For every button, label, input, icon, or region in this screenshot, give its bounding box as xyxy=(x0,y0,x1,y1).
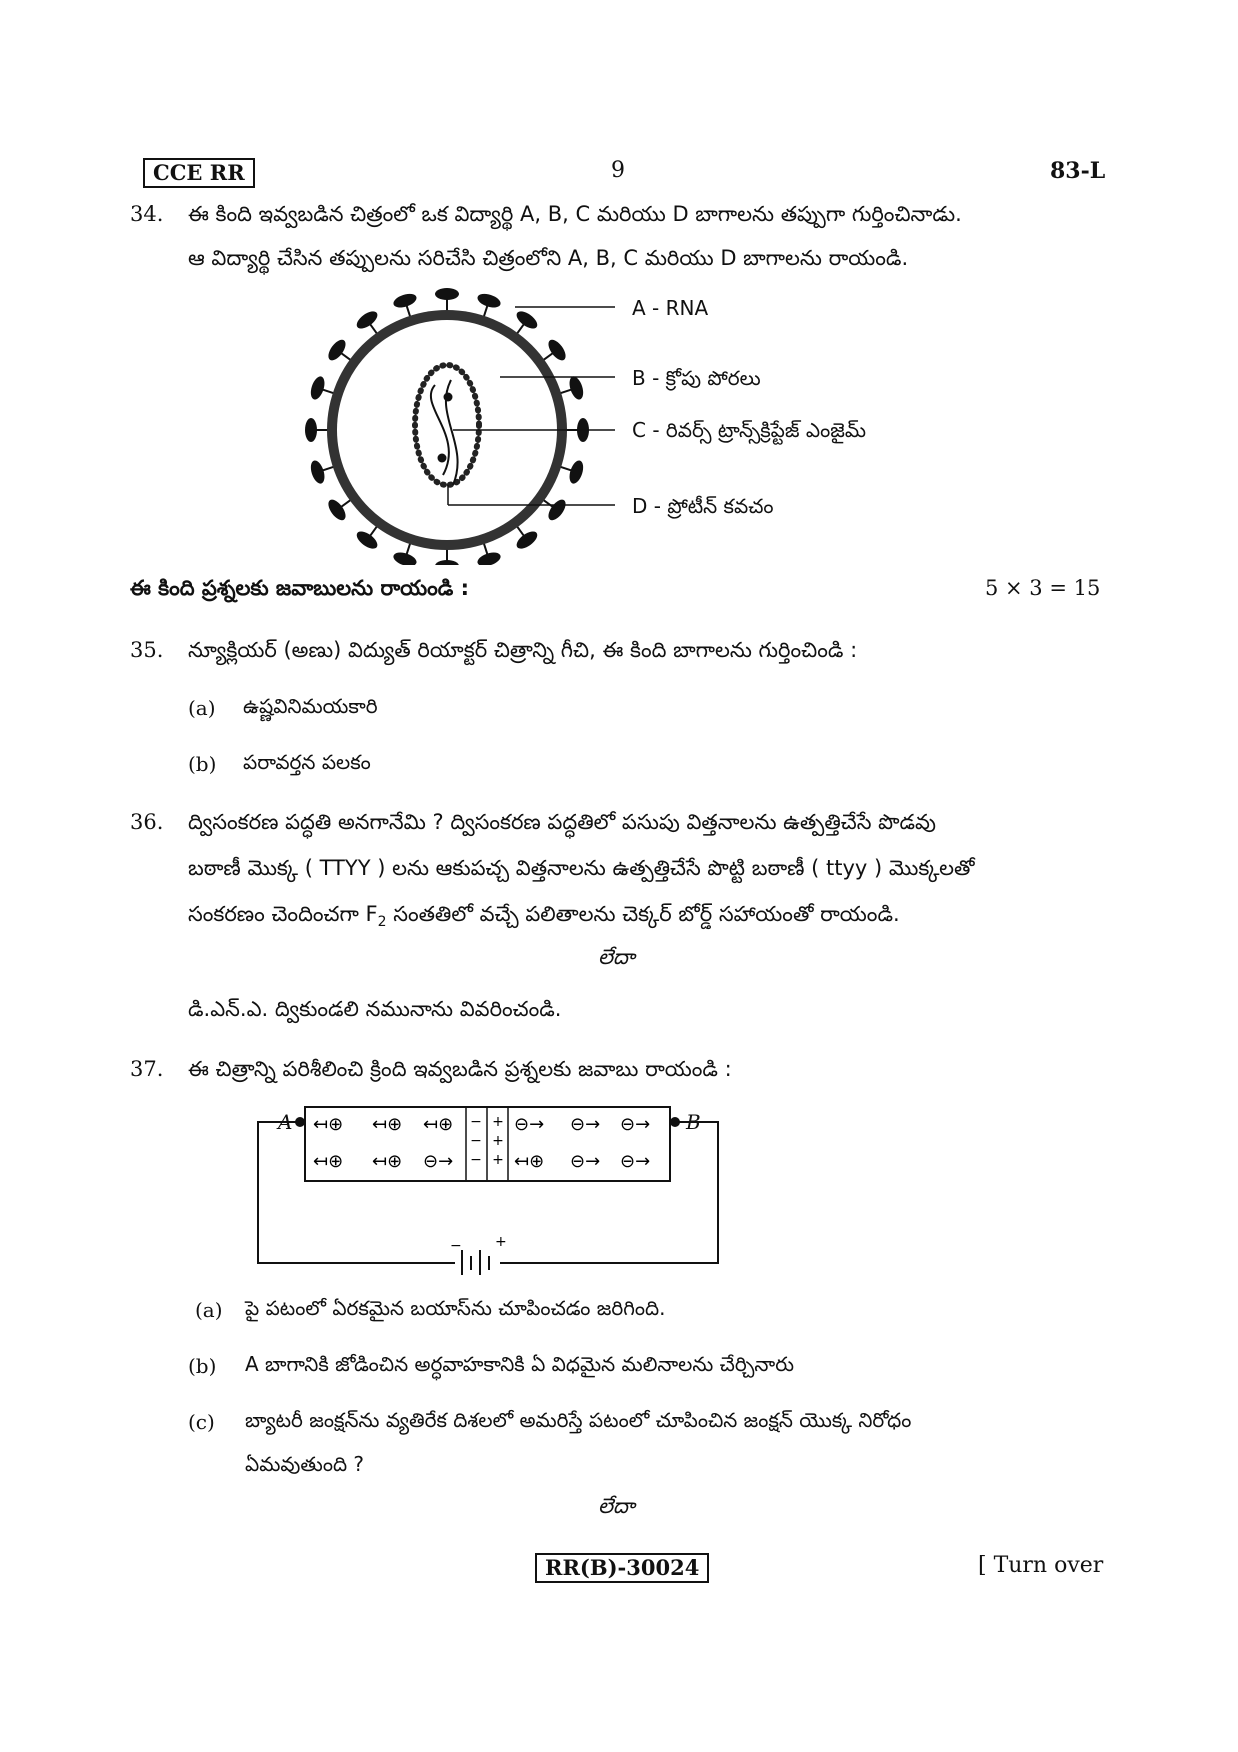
spike-stem xyxy=(369,323,377,334)
svg-text:↤⊕: ↤⊕ xyxy=(423,1114,454,1135)
spike-stem xyxy=(369,525,377,536)
label-b: B - క్రోపు పోరలు xyxy=(632,366,761,390)
wire-left xyxy=(258,1122,455,1263)
svg-text:↤⊕: ↤⊕ xyxy=(313,1151,344,1172)
q37-or: లేదా xyxy=(598,1494,635,1518)
q34-line1: ఈ కింది ఇవ్వబడిన చిత్రంలో ఒక విద్యార్థి A, B, C మరియు D బాగాలను తప్పుగా గుర్తించినాడు. xyxy=(188,202,962,226)
label-a: A - RNA xyxy=(632,296,709,320)
spike-head xyxy=(476,550,503,565)
svg-text:+: + xyxy=(492,1114,504,1130)
spike-head xyxy=(435,560,459,565)
svg-text:−: − xyxy=(470,1133,482,1149)
wire-right xyxy=(500,1122,718,1263)
spike-head xyxy=(354,528,380,552)
spike-head xyxy=(392,550,419,565)
q37-option-c-text2: ఏమవుతుంది ? xyxy=(245,1452,365,1476)
spike-stem xyxy=(516,525,524,536)
footer-code: RR(B)-30024 xyxy=(535,1553,709,1583)
p-region-carriers xyxy=(313,1114,453,1172)
enzyme-dot-1 xyxy=(444,393,453,402)
spike-head xyxy=(476,291,503,310)
spike-head xyxy=(354,308,380,332)
q37-option-c-text: బ్యాటరీ జంక్షన్‌ను వ్యతిరేక దిశలలో అమరిస్తే పటంలో చూపించిన జంక్షన్ యొక్క నిరోధం xyxy=(245,1408,912,1432)
spike-head xyxy=(325,337,349,363)
svg-text:−: − xyxy=(470,1114,482,1130)
section-instruction: ఈ కింది ప్రశ్నలకు జవాబులను రాయండి : xyxy=(130,576,470,600)
svg-text:⊖→: ⊖→ xyxy=(514,1114,545,1135)
q36-f2-subscript: 2 xyxy=(377,914,387,931)
q37-option-c-label: (c) xyxy=(188,1410,215,1434)
q37-number: 37. xyxy=(130,1057,164,1081)
pn-junction-circuit xyxy=(250,1100,730,1275)
q35-text: న్యూక్లియర్ (అణు) విద్యుత్ రియాక్టర్ చిత్రాన్ని గీచి, ఈ కింది బాగాలను గుర్తించిండి : xyxy=(188,638,858,662)
q37-option-b-text: A బాగానికి జోడించిన అర్ధవాహకానికి ఏ విధమైన మలినాలను చేర్చినారు xyxy=(245,1352,794,1376)
svg-text:↤⊕: ↤⊕ xyxy=(372,1114,403,1135)
paper-code-right: 83-L xyxy=(1050,158,1106,184)
q35-option-b-label: (b) xyxy=(188,752,217,776)
spike-stem xyxy=(542,499,553,507)
paper-code-left: CCE RR xyxy=(143,158,255,188)
q34-number: 34. xyxy=(130,202,164,226)
svg-text:+: + xyxy=(492,1133,504,1149)
n-region-carriers xyxy=(514,1114,650,1172)
turn-over: [ Turn over xyxy=(978,1553,1104,1578)
spike-head xyxy=(545,337,569,363)
spike-stem xyxy=(340,352,351,360)
q35-number: 35. xyxy=(130,638,164,662)
spike-stem xyxy=(340,499,351,507)
svg-text:−: − xyxy=(470,1152,482,1168)
terminal-b-label: B xyxy=(686,1110,701,1134)
q36-number: 36. xyxy=(130,810,164,834)
svg-text:↤⊕: ↤⊕ xyxy=(372,1151,403,1172)
q36-line3 xyxy=(188,892,900,944)
spike-head xyxy=(567,459,586,486)
spike-stem xyxy=(406,304,410,317)
spike-stem xyxy=(516,323,524,334)
page-number: 9 xyxy=(611,158,625,183)
q37-option-a-label: (a) xyxy=(195,1298,223,1322)
svg-text:⊖→: ⊖→ xyxy=(423,1151,454,1172)
q36-line2: బఠాణీ మొక్క ( TTYY ) లను ఆకుపచ్చ విత్తనాలను ఉత్పత్తిచేసే పొట్టి బఠాణీ ( ttyy ) మొక్కలతో xyxy=(188,856,975,880)
q35-option-a-text: ఉష్ణవినిమయకారి xyxy=(243,694,378,718)
q35-option-a-label: (a) xyxy=(188,696,216,720)
spike-stem xyxy=(321,389,334,393)
q37-option-a-text: పై పటంలో ఏరకమైన బయాస్‌ను చూపించడం జరిగింది. xyxy=(245,1296,666,1320)
q37-option-b-label: (b) xyxy=(188,1354,217,1378)
spike-stem xyxy=(483,542,487,555)
hiv-virus-diagram xyxy=(305,285,645,565)
spike-stem xyxy=(321,466,334,470)
battery-symbol xyxy=(462,1250,489,1275)
q36-line3-pre: సంకరణం చెందించగా F xyxy=(188,902,378,926)
q36-alternative: డి.ఎన్.ఎ. ద్వికుండలి నమునాను వివరించండి. xyxy=(188,997,562,1021)
spike-stem xyxy=(483,304,487,317)
svg-text:⊖→: ⊖→ xyxy=(620,1151,651,1172)
q34-line2: ఆ విద్యార్థి చేసిన తప్పులను సరిచేసి చిత్రంలోని A, B, C మరియు D బాగాలను రాయండి. xyxy=(188,246,909,270)
svg-text:↤⊕: ↤⊕ xyxy=(313,1114,344,1135)
q36-line3-post: సంతతిలో వచ్చే పలితాలను చెక్కర్ బోర్డ్ సహాయంతో రాయండి. xyxy=(386,902,900,926)
svg-text:⊖→: ⊖→ xyxy=(570,1114,601,1135)
spike-head xyxy=(392,291,419,310)
spike-head xyxy=(567,375,586,402)
enzyme-dot-2 xyxy=(438,454,447,463)
spike-head xyxy=(435,288,459,300)
spike-head xyxy=(308,459,327,486)
spike-stem xyxy=(542,352,553,360)
spike-head xyxy=(308,375,327,402)
svg-text:↤⊕: ↤⊕ xyxy=(514,1151,545,1172)
battery-minus: − xyxy=(450,1238,462,1254)
label-c: C - రివర్స్ ట్రాన్స్‌క్రిప్టేజ్ ఎంజైమ్ xyxy=(632,418,867,442)
spike-head xyxy=(514,308,540,332)
label-d: D - ప్రోటీన్ కవచం xyxy=(632,494,774,518)
q36-line1: ద్విసంకరణ పద్ధతి అనగానేమి ? ద్విసంకరణ పద్ధతిలో పసుపు విత్తనాలను ఉత్పత్తిచేసే పొడవు xyxy=(188,810,936,834)
battery-plus: + xyxy=(495,1234,507,1250)
spike-head xyxy=(305,418,317,442)
section-marks: 5 × 3 = 15 xyxy=(985,576,1101,600)
q37-text: ఈ చిత్రాన్ని పరిశీలించి క్రింది ఇవ్వబడిన ప్రశ్నలకు జవాబు రాయండి : xyxy=(188,1057,732,1081)
spike-head xyxy=(545,497,569,523)
spike-stem xyxy=(559,466,572,470)
svg-text:⊖→: ⊖→ xyxy=(620,1114,651,1135)
spike-stem xyxy=(559,389,572,393)
svg-text:+: + xyxy=(492,1152,504,1168)
q35-option-b-text: పరావర్తన పలకం xyxy=(243,750,371,774)
spike-stem xyxy=(406,542,410,555)
svg-text:⊖→: ⊖→ xyxy=(570,1151,601,1172)
spike-head xyxy=(325,497,349,523)
terminal-a-label: A xyxy=(278,1110,293,1134)
spike-head xyxy=(514,528,540,552)
q36-or: లేదా xyxy=(598,945,635,969)
